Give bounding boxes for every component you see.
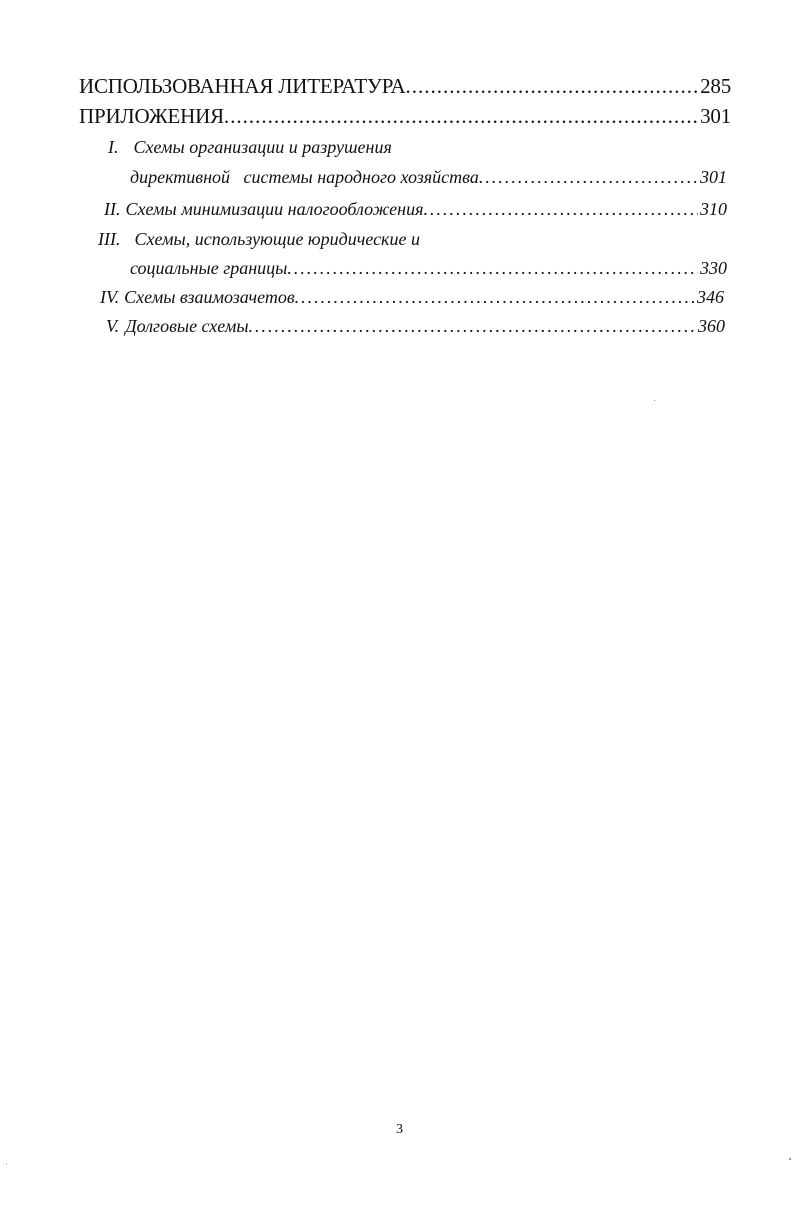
scan-speck [654,400,655,401]
toc-subentry-number: I. [108,137,119,157]
toc-subentry-title: директивной системы народного хозяйства [130,167,479,187]
toc-entry-page: 301 [700,104,731,128]
dot-leader [479,167,698,188]
toc-subentry-title: социальные границы [130,258,288,278]
toc-entry-title: ИСПОЛЬЗОВАННАЯ ЛИТЕРАТУРА [79,74,406,98]
toc-subentry-number: III. [98,229,121,249]
toc-subentry-1-second-line[interactable] [130,167,727,188]
toc-subentry-page: 360 [698,316,725,336]
dot-leader [405,74,698,99]
toc-subentry-3-second-line[interactable] [130,258,727,279]
scan-speck [789,1158,791,1160]
dot-leader [249,316,696,337]
page-number: 3 [396,1122,403,1137]
toc-subentry-number: II. [104,199,121,219]
toc-subentry-1-first-line[interactable] [108,137,392,158]
toc-subentry-5[interactable] [106,316,725,337]
toc-subentry-title: Схемы минимизации налогообложения [125,199,424,219]
toc-entry-appendices[interactable] [79,104,731,129]
toc-subentry-title: Долговые схемы [125,316,249,336]
toc-subentry-number: IV. [100,287,120,307]
dot-leader [287,258,698,279]
toc-subentry-page: 310 [700,199,727,219]
scan-speck [6,1164,7,1165]
toc-entry-page: 285 [700,74,731,98]
toc-subentry-page: 330 [700,258,727,278]
toc-entry-title: ПРИЛОЖЕНИЯ [79,104,224,128]
toc-subentry-number: V. [106,316,120,336]
toc-subentry-4[interactable] [100,287,724,308]
toc-subentry-page: 301 [700,167,727,187]
toc-subentry-title: Схемы организации и разрушения [133,137,392,157]
dot-leader [423,199,698,220]
dot-leader [224,104,698,129]
toc-subentry-2[interactable] [104,199,727,220]
toc-entry-literature[interactable] [79,74,731,99]
toc-subentry-title: Схемы взаимозачетов [124,287,295,307]
toc-subentry-title: Схемы, использующие юридические и [134,229,420,249]
toc-subentry-3-first-line[interactable] [98,229,420,250]
dot-leader [295,287,695,308]
toc-subentry-page: 346 [697,287,724,307]
